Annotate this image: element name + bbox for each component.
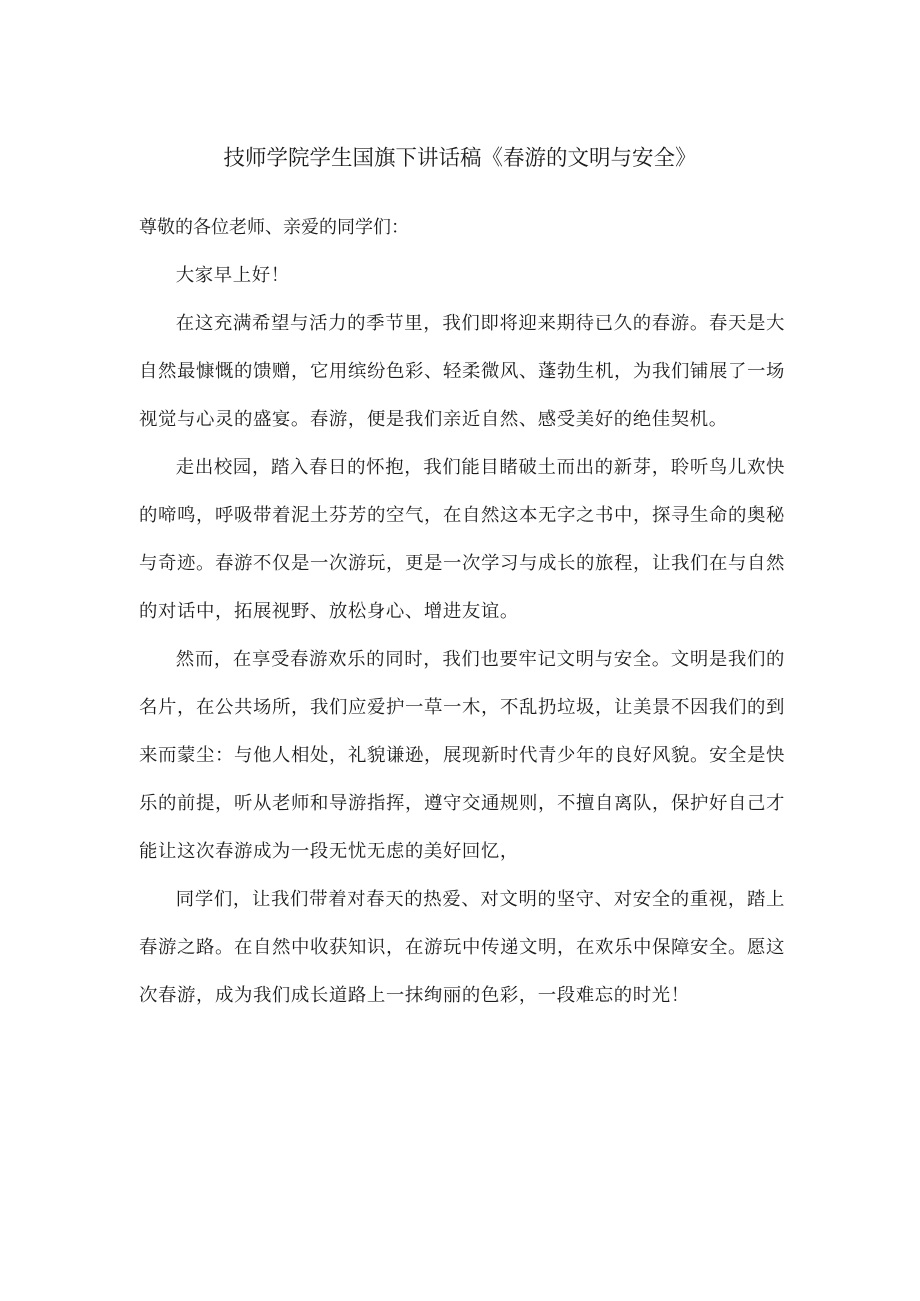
greeting: 大家早上好！ (175, 265, 290, 286)
paragraph-3: 然而，在享受春游欢乐的同时，我们也要牢记文明与安全。文明是我们的名片，在公共场所，我们应爱护一草一木，不乱扔垃圾，让美景不因我们的到来而蒙尘：与他人相处，礼貌谦逊，展现新时代青少年的良好风貌。安全是快乐的前提，听从老师和导游指挥，遵守交通规则，不擅自离队，保护好自己才能让这次春游成为一段无忧无虑的美好回忆， (139, 649, 785, 862)
document-body (139, 210, 785, 1020)
paragraph-2: 走出校园，踏入春日的怀抱，我们能目睹破土而出的新芽，聆听鸟儿欢快的啼鸣，呼吸带着泥土芬芳的空气，在自然这本无字之书中，探寻生命的奥秘与奇迹。春游不仅是一次游玩，更是一次学习与成长的旅程，让我们在与自然的对话中，拓展视野、放松身心、增进友谊。 (139, 457, 785, 622)
paragraph-4: 同学们，让我们带着对春天的热爱、对文明的坚守、对安全的重视，踏上春游之路。在自然中收获知识，在游玩中传递文明，在欢乐中保障安全。愿这次春游，成为我们成长道路上一抹绚丽的色彩，一段难忘的时光！ (139, 889, 785, 1006)
document-title: 技师学院学生国旗下讲话稿《春游的文明与安全》 (223, 146, 697, 171)
paragraph-1: 在这充满希望与活力的季节里，我们即将迎来期待已久的春游。春天是大自然最慷慨的馈赠，它用缤纷色彩、轻柔微风、蓬勃生机，为我们铺展了一场视觉与心灵的盛宴。春游，便是我们亲近自然、感受美好的绝佳契机。 (139, 313, 785, 430)
salutation: 尊敬的各位老师、亲爱的同学们： (139, 217, 409, 238)
